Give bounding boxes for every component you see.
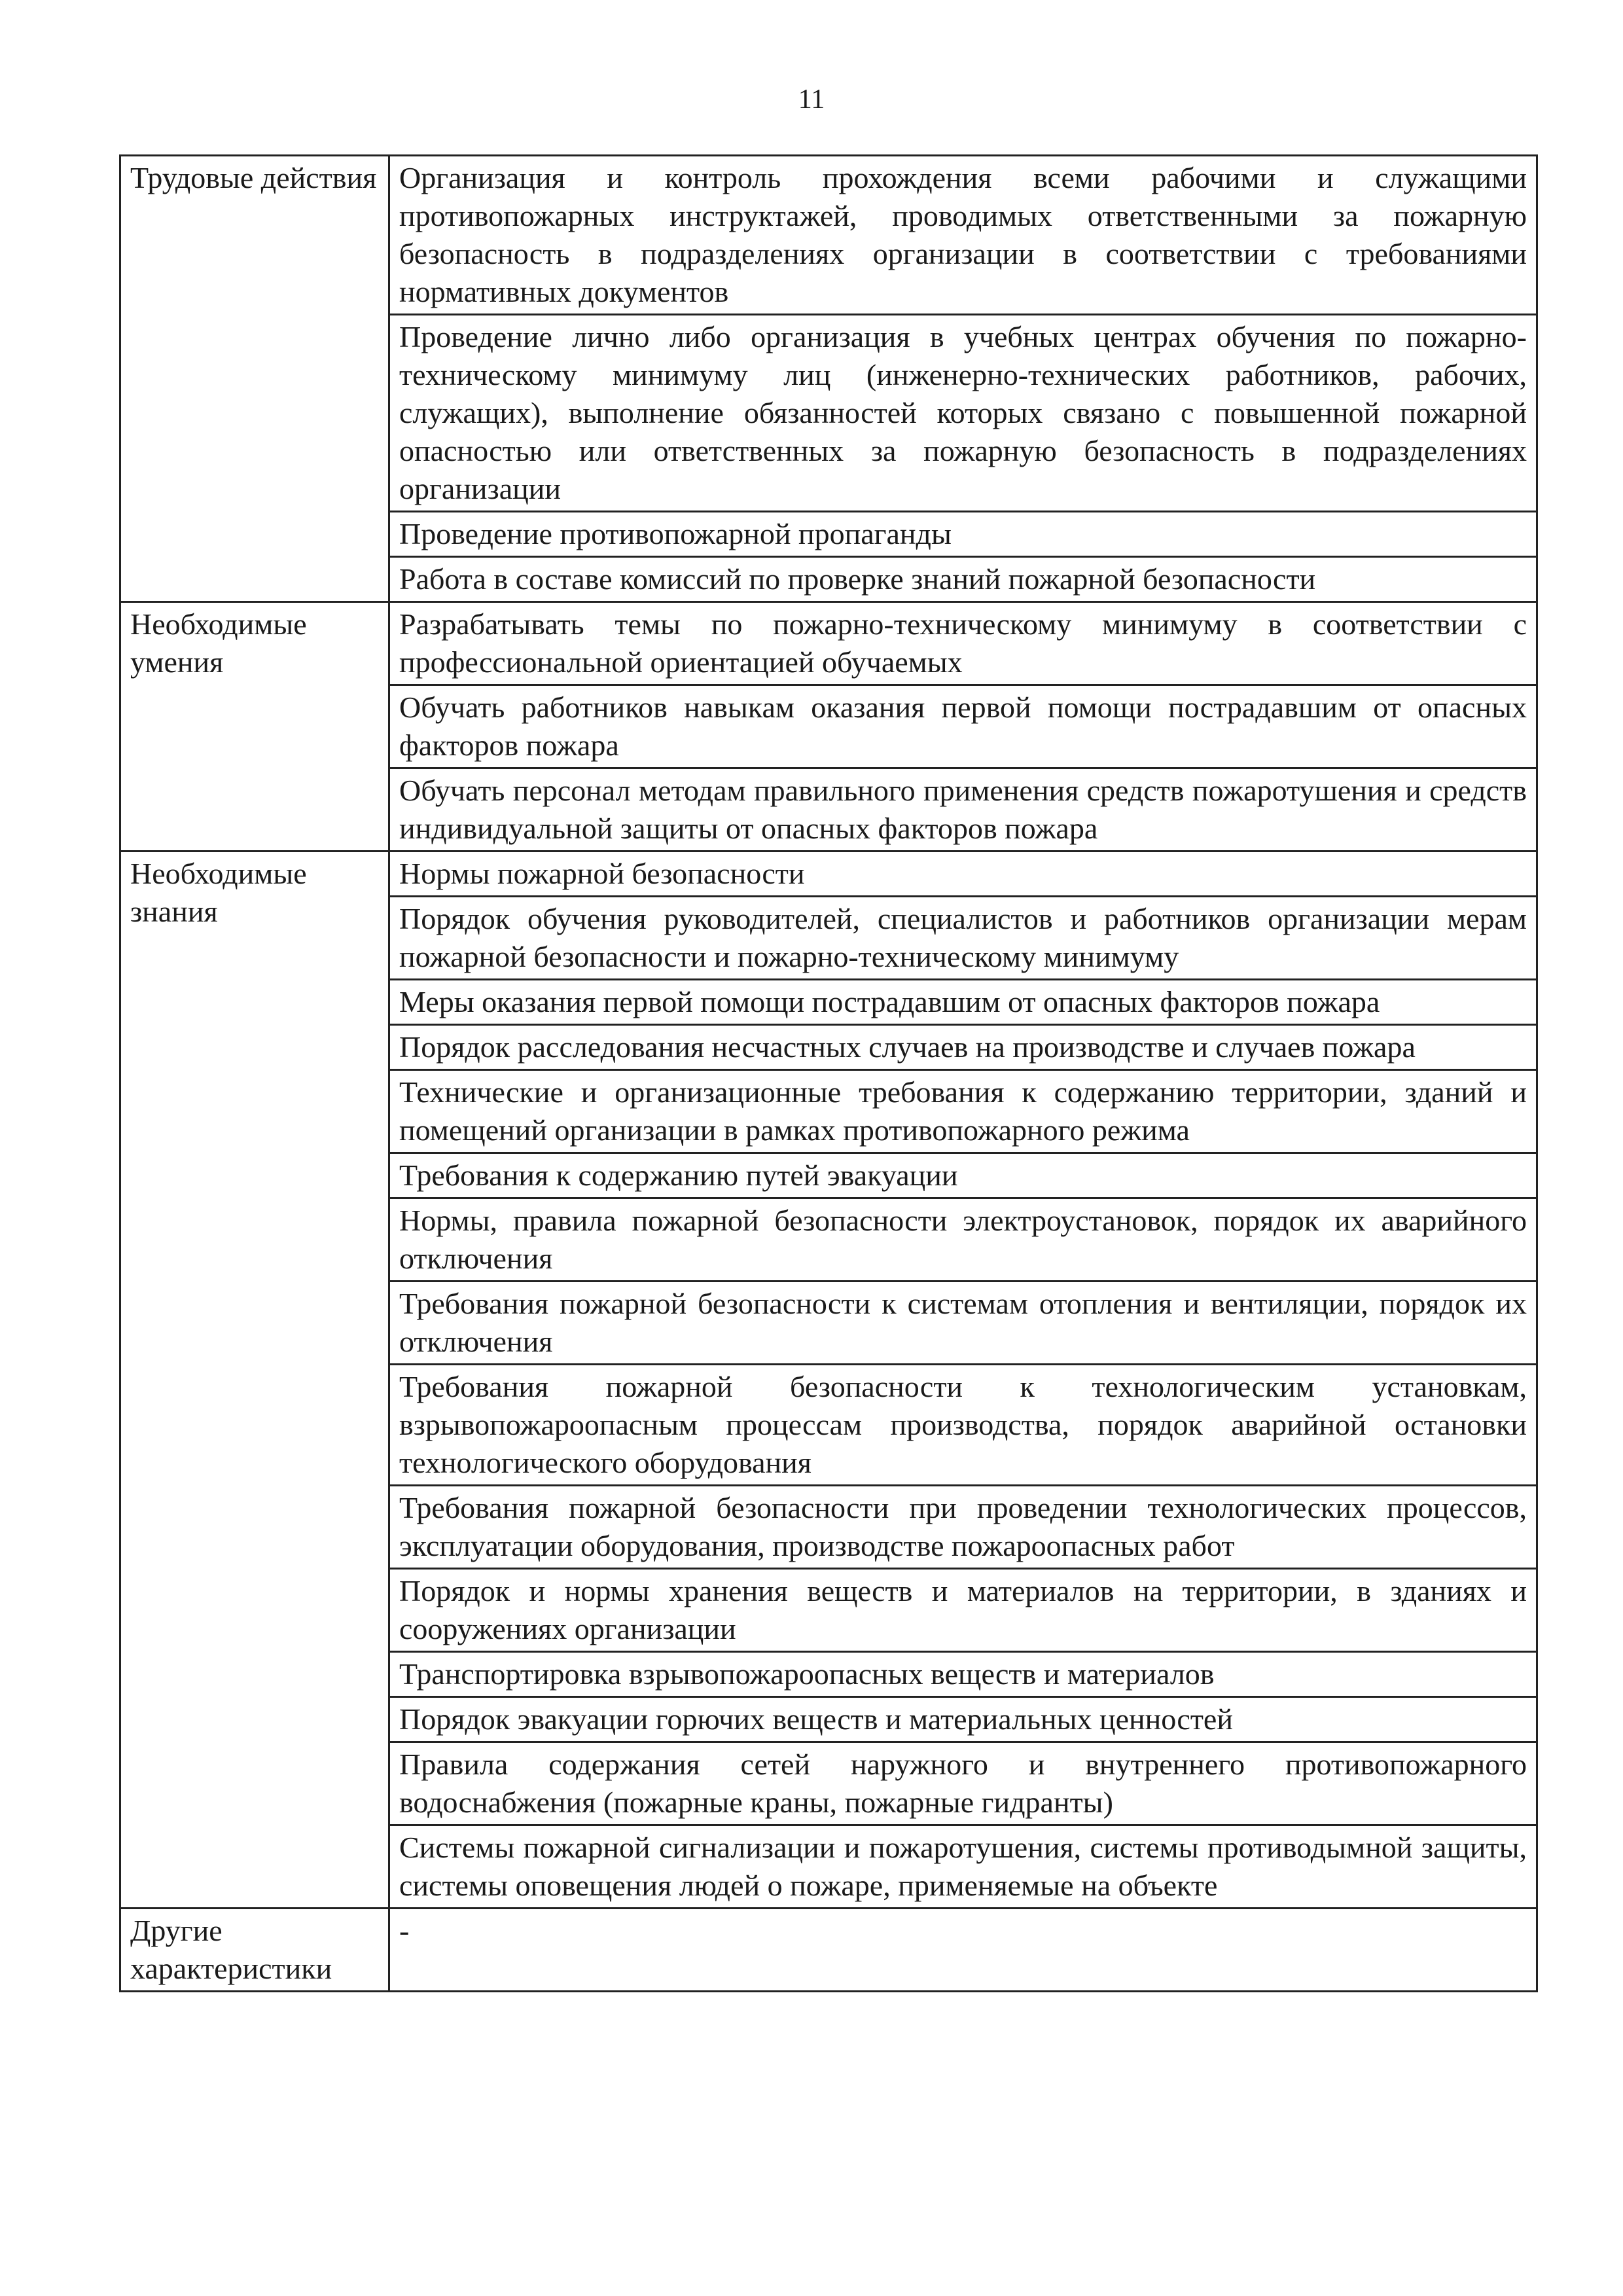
section-item: Требования пожарной безопасности при проведении технологических процессов, эксплуатации оборудования, производстве пожароопасных работ [389, 1486, 1537, 1569]
section-item: Порядок расследования несчастных случаев на производстве и случаев пожара [389, 1025, 1537, 1070]
section-label: Необходимые умения [120, 602, 389, 852]
job-function-table [119, 154, 1538, 1992]
section-item: Технические и организационные требования к содержанию территории, зданий и помещений организации в рамках противопожарного режима [389, 1070, 1537, 1153]
table-body [120, 156, 1537, 1992]
table-row [120, 852, 1537, 897]
section-item: Правила содержания сетей наружного и внутреннего противопожарного водоснабжения (пожарные краны, пожарные гидранты) [389, 1742, 1537, 1825]
section-item: Проведение противопожарной пропаганды [389, 512, 1537, 557]
section-item: Нормы, правила пожарной безопасности электроустановок, порядок их аварийного отключения [389, 1198, 1537, 1282]
section-item: Разрабатывать темы по пожарно-техническому минимуму в соответствии с профессиональной ориентацией обучаемых [389, 602, 1537, 685]
section-item: Порядок обучения руководителей, специалистов и работников организации мерам пожарной безопасности и пожарно-техническому минимуму [389, 897, 1537, 980]
section-item: Обучать персонал методам правильного применения средств пожаротушения и средств индивидуальной защиты от опасных факторов пожара [389, 768, 1537, 852]
section-item: - [389, 1909, 1537, 1992]
section-item: Требования к содержанию путей эвакуации [389, 1153, 1537, 1198]
page-number: 11 [798, 84, 825, 115]
section-item: Обучать работников навыкам оказания первой помощи пострадавшим от опасных факторов пожара [389, 685, 1537, 768]
section-item: Требования пожарной безопасности к системам отопления и вентиляции, порядок их отключения [389, 1282, 1537, 1365]
section-item: Требования пожарной безопасности к технологическим установкам, взрывопожароопасным процессам производства, порядок аварийной остановки технологического оборудования [389, 1365, 1537, 1486]
section-label: Другие характеристики [120, 1909, 389, 1992]
table-row [120, 156, 1537, 315]
section-item: Организация и контроль прохождения всеми рабочими и служащими противопожарных инструктажей, проводимых ответственными за пожарную безопасность в подразделениях организации в соответствии с требованиями нормативных документов [389, 156, 1537, 315]
table-row [120, 1909, 1537, 1992]
section-label: Необходимые знания [120, 852, 389, 1909]
section-item: Порядок и нормы хранения веществ и материалов на территории, в зданиях и сооружениях организации [389, 1569, 1537, 1652]
section-item: Меры оказания первой помощи пострадавшим от опасных факторов пожара [389, 980, 1537, 1025]
section-item: Работа в составе комиссий по проверке знаний пожарной безопасности [389, 557, 1537, 602]
section-item: Нормы пожарной безопасности [389, 852, 1537, 897]
section-label: Трудовые действия [120, 156, 389, 602]
section-item: Порядок эвакуации горючих веществ и материальных ценностей [389, 1697, 1537, 1742]
table-row [120, 602, 1537, 685]
section-item: Системы пожарной сигнализации и пожаротушения, системы противодымной защиты, системы оповещения людей о пожаре, применяемые на объекте [389, 1825, 1537, 1909]
section-item: Проведение лично либо организация в учебных центрах обучения по пожарно-техническому минимуму лиц (инженерно-технических работников, рабочих, служащих), выполнение обязанностей которых связано с повышенной пожарной опасностью или ответственных за пожарную безопасность в подразделениях организации [389, 315, 1537, 512]
section-item: Транспортировка взрывопожароопасных веществ и материалов [389, 1652, 1537, 1697]
